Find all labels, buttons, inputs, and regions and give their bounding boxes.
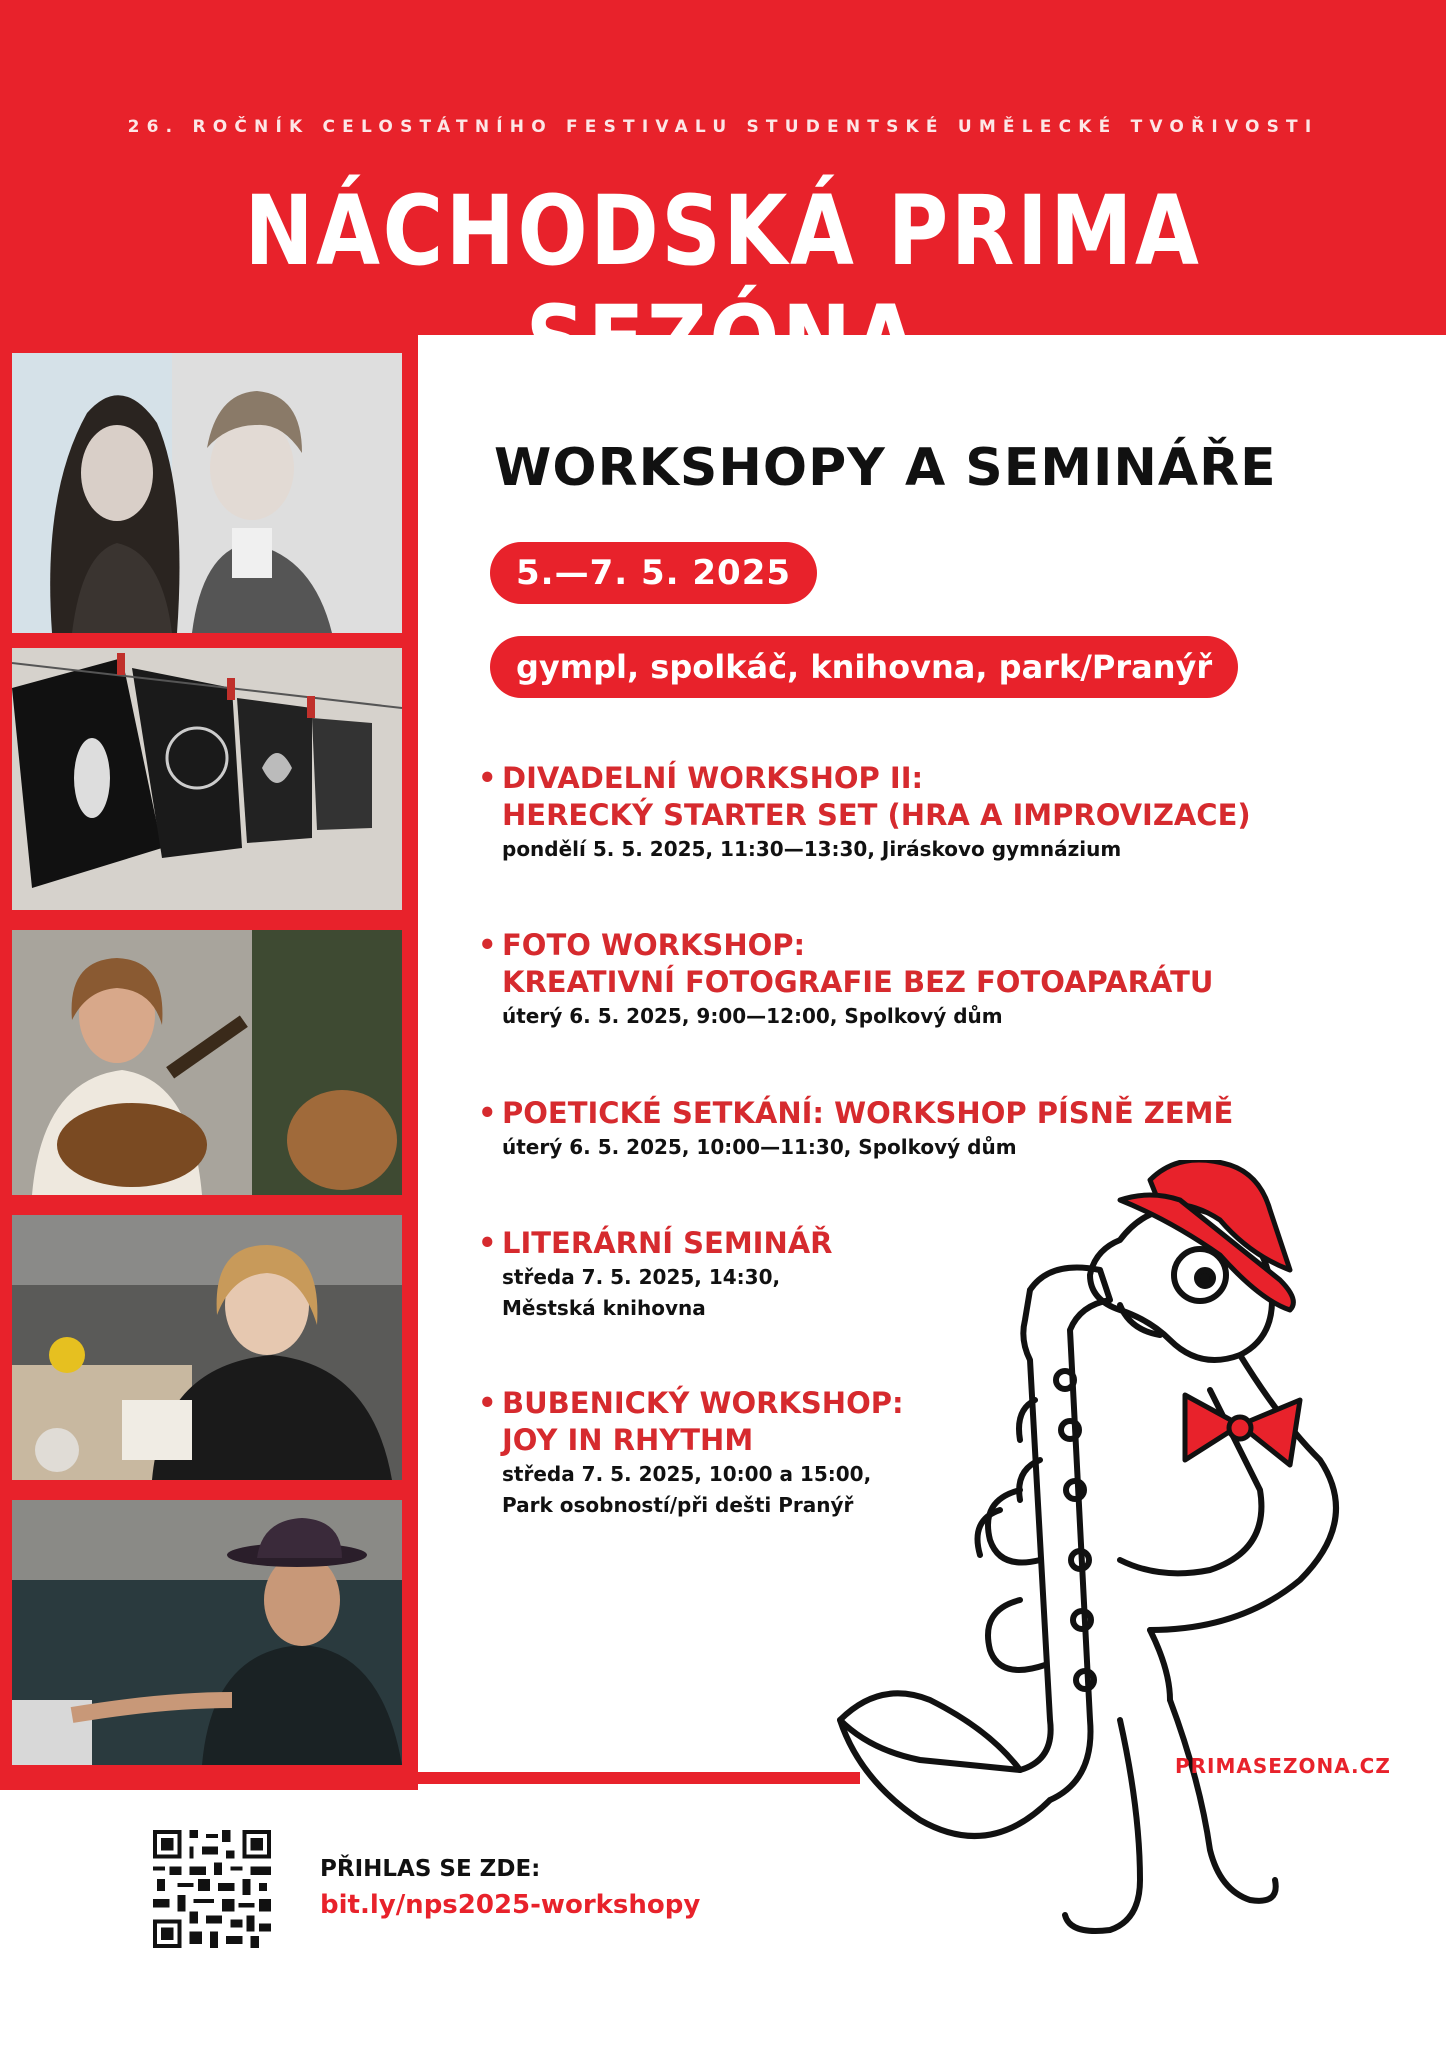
drummer-image xyxy=(12,1500,402,1765)
register-label: PŘIHLAS SE ZDE: xyxy=(320,1856,541,1882)
festival-title: NÁCHODSKÁ PRIMA SEZÓNA xyxy=(244,175,1202,397)
event-item xyxy=(478,927,1402,1032)
photo-writer xyxy=(12,1215,402,1480)
event-details: Park osobností/při dešti Pranýř xyxy=(502,1493,854,1517)
event-title: JOY IN RHYTHM xyxy=(502,1423,754,1457)
photo-portraits xyxy=(12,353,402,633)
event-details: úterý 6. 5. 2025, 10:00—11:30, Spolkový dům xyxy=(502,1135,1017,1159)
guitarist-image xyxy=(12,930,402,1195)
event-item xyxy=(478,760,1402,865)
photo-guitarist xyxy=(12,930,402,1195)
event-title: • LITERÁRNÍ SEMINÁŘ xyxy=(478,1226,833,1260)
writer-image xyxy=(12,1215,402,1480)
event-title: KREATIVNÍ FOTOGRAFIE BEZ FOTOAPARÁTU xyxy=(502,965,1214,999)
photo-column xyxy=(0,335,418,1790)
event-details: pondělí 5. 5. 2025, 11:30—13:30, Jiráskovo gymnázium xyxy=(502,837,1122,861)
section-title: WORKSHOPY A SEMINÁŘE xyxy=(494,438,1277,498)
event-title: • POETICKÉ SETKÁNÍ: WORKSHOP PÍSNĚ ZEMĚ xyxy=(478,1096,1234,1130)
festival-subtitle: 26. ROČNÍK CELOSTÁTNÍHO FESTIVALU STUDENTSKÉ UMĚLECKÉ TVOŘIVOSTI xyxy=(127,117,1319,137)
qr-code-icon[interactable] xyxy=(153,1830,271,1948)
event-details: středa 7. 5. 2025, 10:00 a 15:00, xyxy=(502,1462,872,1486)
event-title: HERECKÝ STARTER SET (HRA A IMPROVIZACE) xyxy=(502,798,1251,832)
event-details: Městská knihovna xyxy=(502,1296,706,1320)
event-title: • FOTO WORKSHOP: xyxy=(478,928,806,962)
photo-prints xyxy=(12,648,402,910)
venue-pill: gympl, spolkáč, knihovna, park/Pranýř xyxy=(490,636,1238,698)
portraits-image xyxy=(12,353,402,633)
event-details: středa 7. 5. 2025, 14:30, xyxy=(502,1265,781,1289)
event-details: úterý 6. 5. 2025, 9:00—12:00, Spolkový dům xyxy=(502,1004,1003,1028)
register-link[interactable]: bit.ly/nps2025-workshopy xyxy=(320,1890,701,1920)
date-pill: 5.—7. 5. 2025 xyxy=(490,542,817,604)
prints-image xyxy=(12,648,402,910)
event-title: • DIVADELNÍ WORKSHOP II: xyxy=(478,761,924,795)
photo-drummer xyxy=(12,1500,402,1765)
header-banner xyxy=(0,0,1446,397)
event-item xyxy=(478,1095,1402,1163)
event-title: • BUBENICKÝ WORKSHOP: xyxy=(478,1386,904,1420)
saxophone-mascot-illustration xyxy=(820,1160,1390,1960)
bottom-red-band xyxy=(0,1772,860,1784)
website-url[interactable]: PRIMASEZONA.CZ xyxy=(1175,1754,1391,1778)
